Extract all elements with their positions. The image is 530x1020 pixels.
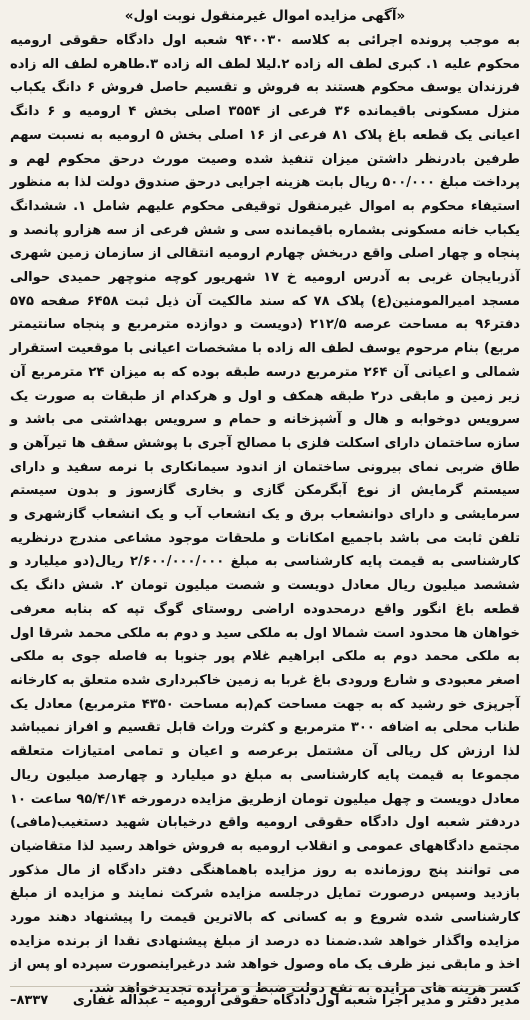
notice-title: «آگهی مزایده اموال غیرمنقول نوبت اول» bbox=[124, 8, 406, 24]
notice-code: ۸۳۳۷– bbox=[10, 993, 49, 1008]
notice-footer bbox=[10, 986, 520, 1008]
notice-body: به موجب پرونده اجرائی به کلاسه ۹۴۰۰۳۰ شعبه اول دادگاه حقوقی ارومیه محکوم علیه ۱. کبری لطف اله زاده ۲.لیلا لطف اله زاده ۳.طاهره لطف اله زاده فرزندان یوسف محکوم هستند به فروش و تقسیم حاصل فروش ۶ دانگ یکباب منزل مسکونی باقیمانده ۳۶ فرعی از ۳۵۵۴ اصلی بخش ۴ ارومیه و ۶ دانگ اعیانی یک قطعه باغ پلاک ۸۱ فرعی از ۱۶ اصلی بخش ۵ ارومیه به نسبت سهم طرفین بادرنظر داشتن میزان تنفیذ شده وصیت مورث درحق محکوم لهم و پرداخت مبلغ ۵۰۰/۰۰۰ ریال بابت هزینه اجرایی درحق صندوق دولت لذا به منظور استیفاء محکوم به اموال غیرمنقول توقیفی محکوم علیهم شامل ۱. ششدانگ یکباب خانه مسکونی بشماره باقیمانده سی و شش فرعی از سه هزارو پانصد و پنجاه و چهار اصلی واقع دربخش چهارم ارومیه انتقالی از سازمان زمین شهری آذربایجان غربی به آدرس ارومیه خ ۱۷ شهریور کوچه منوچهر حمیدی حوالی مسجد امیرالمومنین(ع) پلاک ۷۸ که سند مالکیت آن ذیل ثبت ۶۴۵۸ صفحه ۵۷۵ دفتر۹۶ به مساحت عرصه ۲۱۲/۵ (دویست و دوازده مترمربع و پنجاه سانتیمتر مربع) بنام مرحوم یوسف لطف اله زاده با مشخصات اعیانی با موقعیت استقرار شمالی و اعیانی آن ۲۶۴ مترمربع درسه طبقه بوده که به میزان ۲۴ مترمربع آن زیر زمین و مابقی در۲ طبقه همکف و اول و هرکدام از طبقات به صورت یک سرویس دوخوابه و هال و آشپزخانه و حمام و سرویس بهداشتی می باشد و سازه ساختمان دارای اسکلت فلزی با مصالح آجری با پوشش سقف ها تیرآهن و طاق ضربی نمای بیرونی ساختمان از اندود سیمانکاری با نرمه سفید و دارای سیستم گرمایش از نوع آبگرمکن گازی و بخاری گازسوز و بدون سیستم سرمایشی و دارای دوانشعاب برق و یک انشعاب آب و یک انشعاب گازشهری و تلفن ثابت می باشد باجمیع امکانات و ملحقات موجود مشاعی مندرج درنظریه کارشناسی به قیمت پایه کارشناسی به مبلغ ۲/۶۰۰/۰۰۰/۰۰۰ ریال(دو میلیارد و ششصد میلیون ریال معادل دویست و شصت میلیون تومان ۲. شش دانگ یک قطعه باغ انگور واقع درمحدوده اراضی روستای گوگ تپه که بنابه معرفی خواهان ها محدود است شمالا اول به ملکی سید و دوم به ملکی محمد شرقا اول به ملکی محمد دوم به ملکی ابراهیم غلام پور جنوبا به فاصله جوی به ملکی اصغر معبودی و شارع ورودی باغ غربا به زمین خاکبرداری شده متعلق به کارخانه آجرپزی خو رشید که به جهت مساحت کم(به مساحت ۴۳۵۰ مترمربع) معادل یک طناب محلی به اضافه ۳۰۰ مترمربع و کثرت وراث قابل تقسیم و افراز نمیباشد لذا ارزش کل ریالی آن مشتمل برعرصه و اعیان و تمامی امتیازات متعلقه مجموعا به قیمت پایه کارشناسی به مبلغ دو میلیارد و چهارصد میلیون ریال معادل دویست و چهل میلیون تومان ازطریق مزایده درمورخه ۹۵/۴/۱۴ ساعت ۱۰ دردفتر شعبه اول دادگاه حقوقی ارومیه واقع درخیابان شهید دستغیب(مافی) مجتمع دادگاههای عمومی و انقلاب ارومیه به فروش خواهد رسید لذا متقاضیان می توانند پنج روزمانده به روز مزایده باهماهنگی دفتر دادگاه از مال مذکور بازدید وسپس درصورت تمایل درجلسه مزایده شرکت نمایند و مزایده از مبلغ کارشناسی شده شروع و به کسانی که بالاترین قیمت را پیشنهاد دهند مورد مزایده واگذار خواهد شد.ضمنا ده درصد از مبلغ پیشنهادی نقدا از برنده مزایده اخذ و مابقی نیز ظرف یک ماه وصول خواهد شد درغیراینصورت سپرده او پس از کسر هزینه های مزایده به نفع دولت ضبط و مزایده تجدیدخواهد شد. bbox=[10, 33, 521, 997]
notice-signature: مدیر دفتر و مدیر اجرا شعبه اول دادگاه حقوقی ارومیه – عبداله غفاری bbox=[72, 993, 520, 1008]
